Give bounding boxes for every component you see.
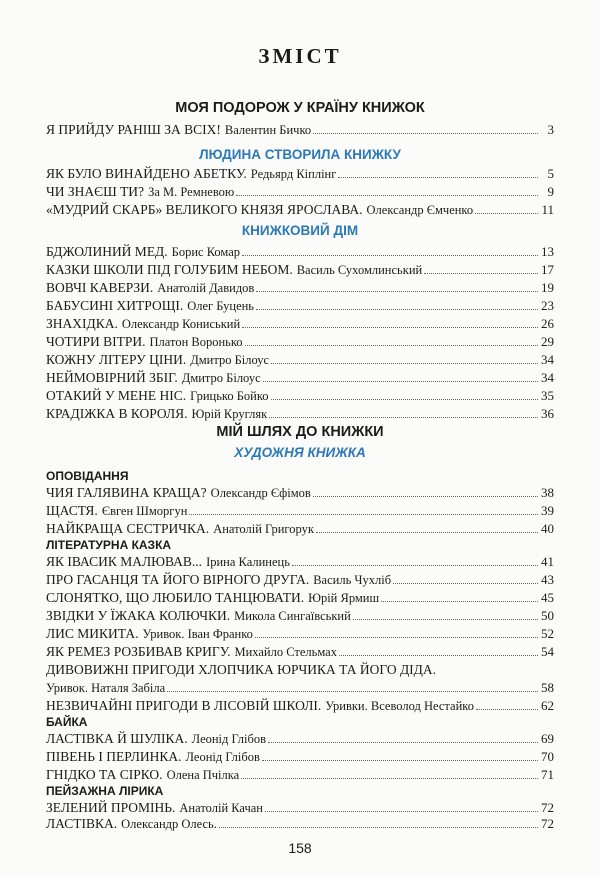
dot-leader — [265, 810, 538, 812]
entry-title: КАЗКИ ШКОЛИ ПІД ГОЛУБИМ НЕБОМ. — [46, 262, 293, 277]
dot-leader — [263, 380, 538, 382]
subsection-heading: ЛЮДИНА СТВОРИЛА КНИЖКУ — [199, 147, 401, 162]
dot-leader — [475, 212, 538, 214]
entry-author: За М. Ремневою — [148, 185, 235, 199]
entry-title: ЗЕЛЕНИЙ ПРОМІНЬ. — [46, 800, 176, 815]
dot-leader — [245, 344, 538, 346]
toc-entry[interactable] — [46, 697, 554, 715]
entry-author: Редьярд Кіплінг — [250, 167, 337, 181]
entry-author: Олександр Олесь. — [121, 817, 217, 831]
entry-title: «МУДРИЙ СКАРБ» ВЕЛИКОГО КНЯЗЯ ЯРОСЛАВА. — [46, 202, 363, 217]
category-heading: ОПОВІДАННЯ — [46, 469, 129, 483]
entry-author: Василь Сухомлинський — [296, 263, 423, 277]
entry-title: НАЙКРАЩА СЕСТРИЧКА. — [46, 521, 210, 536]
toc-entry[interactable] — [46, 183, 554, 201]
toc-entry[interactable] — [46, 369, 554, 387]
dot-leader — [438, 673, 552, 674]
section-heading: МІЙ ШЛЯХ ДО КНИЖКИ — [216, 424, 384, 440]
entry-author: Уривок. Наталя Забіла — [46, 681, 166, 695]
dot-leader — [242, 254, 538, 256]
toc-entry[interactable] — [46, 643, 554, 661]
entry-title: ЛАСТІВКА. — [46, 816, 118, 831]
dot-leader — [241, 777, 538, 779]
entry-title: ЧИ ЗНАЄШ ТИ? — [46, 184, 145, 199]
entry-author: Борис Комар — [171, 245, 241, 259]
entry-page: 54 — [541, 644, 554, 659]
toc-entry[interactable] — [46, 121, 554, 139]
entry-page: 35 — [541, 388, 554, 403]
toc-entry[interactable] — [46, 571, 554, 589]
toc-entry[interactable] — [46, 607, 554, 625]
entry-page: 9 — [547, 184, 554, 199]
entry-author: Анатолій Давидов — [157, 281, 255, 295]
entry-title: ЩАСТЯ. — [46, 503, 98, 518]
entry-title: НЕЗВИЧАЙНІ ПРИГОДИ В ЛІСОВІЙ ШКОЛІ. — [46, 698, 322, 713]
entry-author: Євген Шморгун — [101, 504, 188, 518]
entry-author: Юрій Кругляк — [191, 407, 268, 421]
entry-page: 5 — [547, 166, 554, 181]
entry-title: БДЖОЛИНИЙ МЕД. — [46, 244, 168, 259]
entry-page: 36 — [541, 406, 554, 421]
dot-leader — [316, 531, 538, 533]
subsection-heading: КНИЖКОВИЙ ДІМ — [241, 223, 359, 238]
entry-page: 72 — [541, 816, 554, 831]
entry-page: 52 — [541, 626, 554, 641]
entry-author: Юрій Ярмиш — [308, 591, 380, 605]
entry-page: 40 — [541, 521, 554, 536]
toc-entry[interactable] — [46, 553, 554, 571]
toc-entry[interactable] — [46, 315, 554, 333]
toc-entry[interactable] — [46, 165, 554, 183]
entry-page: 34 — [541, 370, 554, 385]
entry-title: БАБУСИНІ ХИТРОЩІ. — [46, 298, 184, 313]
dot-leader — [269, 416, 538, 418]
entry-page: 11 — [541, 202, 554, 217]
entry-title: КОЖНУ ЛІТЕРУ ЦІНИ. — [46, 352, 187, 367]
dot-leader — [393, 582, 538, 584]
entry-author: Валентин Бичко — [224, 123, 312, 137]
category-heading: БАЙКА — [46, 715, 88, 729]
entry-author: Анатолій Качан — [179, 801, 263, 815]
entry-page: 13 — [541, 244, 554, 259]
entry-author: Михайло Стельмах — [234, 645, 337, 659]
toc-entry[interactable] — [46, 405, 554, 423]
entry-page: 39 — [541, 503, 554, 518]
entry-author: Василь Чухліб — [313, 573, 392, 587]
entry-title: ЯК ІВАСИК МАЛЮВАВ... — [46, 554, 203, 569]
entry-title: ЧОТИРИ ВІТРИ. — [46, 334, 146, 349]
toc-entry[interactable] — [46, 387, 554, 405]
dot-leader — [255, 636, 538, 638]
entry-page: 70 — [541, 749, 554, 764]
entry-page: 45 — [541, 590, 554, 605]
entry-title: СЛОНЯТКО, ЩО ЛЮБИЛО ТАНЦЮВАТИ. — [46, 590, 305, 605]
entry-page: 34 — [541, 352, 554, 367]
entry-title: ЛИС МИКИТА. — [46, 626, 139, 641]
entry-author: Платон Воронько — [149, 335, 243, 349]
toc-entry[interactable] — [46, 279, 554, 297]
entry-author: Олена Пчілка — [166, 768, 240, 782]
entry-title: ОТАКИЙ У МЕНЕ НІС. — [46, 388, 187, 403]
entry-author: Олександр Єфімов — [210, 486, 311, 500]
entry-title: ГНІДКО ТА СІРКО. — [46, 767, 163, 782]
entry-page: 41 — [541, 554, 554, 569]
entry-page: 38 — [541, 485, 554, 500]
toc-entry[interactable] — [46, 730, 554, 748]
toc-entry[interactable] — [46, 815, 554, 833]
category-heading: ЛІТЕРАТУРНА КАЗКА — [46, 538, 172, 552]
dot-leader — [313, 132, 538, 134]
page-title: ЗМІСТ — [258, 44, 342, 68]
dot-leader — [424, 272, 538, 274]
dot-leader — [476, 708, 538, 710]
entry-page: 62 — [541, 698, 554, 713]
entry-page: 17 — [541, 262, 554, 277]
dot-leader — [353, 618, 538, 620]
toc-entry[interactable] — [46, 625, 554, 643]
toc-entry[interactable] — [46, 766, 554, 784]
entry-author: Дмитро Білоус — [190, 353, 270, 367]
entry-page: 50 — [541, 608, 554, 623]
entry-author: Леонід Глібов — [185, 750, 260, 764]
dot-leader — [189, 513, 538, 515]
toc-entry[interactable] — [46, 661, 554, 679]
dot-leader — [292, 564, 538, 566]
toc-entry[interactable] — [46, 333, 554, 351]
entry-page: 23 — [541, 298, 554, 313]
toc-entry[interactable] — [46, 748, 554, 766]
dot-leader — [271, 362, 538, 364]
section-heading: МОЯ ПОДОРОЖ У КРАЇНУ КНИЖОК — [175, 100, 425, 116]
entry-author: Уривки. Всеволод Нестайко — [325, 699, 474, 713]
entry-page: 58 — [541, 680, 554, 695]
entry-author: Микола Сингаївський — [234, 609, 351, 623]
entry-author: Анатолій Григорук — [213, 522, 314, 536]
entry-page: 69 — [541, 731, 554, 746]
dot-leader — [256, 290, 538, 292]
entry-title: ЛАСТІВКА Й ШУЛІКА. — [46, 731, 188, 746]
toc-entry[interactable] — [46, 679, 554, 697]
entry-title: ЧИЯ ГАЛЯВИНА КРАЩА? — [46, 485, 207, 500]
toc-entry[interactable] — [46, 484, 554, 502]
dot-leader — [381, 600, 538, 602]
dot-leader — [338, 176, 538, 178]
entry-author: Леонід Глібов — [191, 732, 267, 746]
page-number: 158 — [288, 840, 312, 856]
toc-entry[interactable] — [46, 589, 554, 607]
entry-author: Дмитро Білоус — [181, 371, 261, 385]
entry-author: Олег Буцень — [187, 299, 255, 313]
dot-leader — [219, 826, 538, 828]
entry-page: 26 — [541, 316, 554, 331]
dot-leader — [339, 654, 538, 656]
dot-leader — [313, 495, 538, 497]
entry-author: Грицько Бойко — [190, 389, 269, 403]
entry-title: ЯК РЕМЕЗ РОЗБИВАВ КРИГУ. — [46, 644, 231, 659]
entry-author: Ірина Калинець — [206, 555, 290, 569]
category-heading: ПЕЙЗАЖНА ЛІРИКА — [46, 784, 164, 798]
entry-author: Уривок. Іван Франко — [142, 627, 253, 641]
dot-leader — [271, 398, 538, 400]
dot-leader — [268, 741, 538, 743]
entry-page: 19 — [541, 280, 554, 295]
dot-leader — [256, 308, 538, 310]
entry-page: 3 — [547, 122, 554, 137]
entry-page: 72 — [541, 800, 554, 815]
entry-page: 43 — [541, 572, 554, 587]
dot-leader — [236, 194, 538, 196]
subsection-heading: ХУДОЖНЯ КНИЖКА — [234, 445, 366, 460]
entry-title: ПІВЕНЬ І ПЕРЛИНКА. — [46, 749, 182, 764]
entry-title: ПРО ГАСАНЦЯ ТА ЙОГО ВІРНОГО ДРУГА. — [46, 572, 310, 587]
entry-title: ДИВОВИЖНІ ПРИГОДИ ХЛОПЧИКА ЮРЧИКА ТА ЙОГО ДІДА. — [46, 662, 436, 677]
dot-leader — [262, 759, 538, 761]
toc-entry[interactable] — [46, 297, 554, 315]
toc-entry[interactable] — [46, 201, 554, 219]
entry-title: КРАДІЖКА В КОРОЛЯ. — [46, 406, 188, 421]
entry-title: ЗВІДКИ У ЇЖАКА КОЛЮЧКИ. — [46, 608, 231, 623]
entry-title: ЗНАХІДКА. — [46, 316, 118, 331]
toc-entry[interactable] — [46, 243, 554, 261]
entry-page: 71 — [541, 767, 554, 782]
entry-author: Олександр Ємченко — [366, 203, 474, 217]
toc-entry[interactable] — [46, 351, 554, 369]
entry-title: ЯК БУЛО ВИНАЙДЕНО АБЕТКУ. — [46, 166, 247, 181]
entry-title: Я ПРИЙДУ РАНІШ ЗА ВСІХ! — [46, 122, 221, 137]
entry-author: Олександр Кониський — [121, 317, 241, 331]
entry-title: ВОВЧІ КАВЕРЗИ. — [46, 280, 154, 295]
toc-entry[interactable] — [46, 502, 554, 520]
entry-page: 29 — [541, 334, 554, 349]
toc-entry[interactable] — [46, 520, 554, 538]
dot-leader — [167, 690, 538, 692]
entry-title: НЕЙМОВІРНИЙ ЗБІГ. — [46, 370, 178, 385]
toc-entry[interactable] — [46, 261, 554, 279]
dot-leader — [242, 326, 538, 328]
